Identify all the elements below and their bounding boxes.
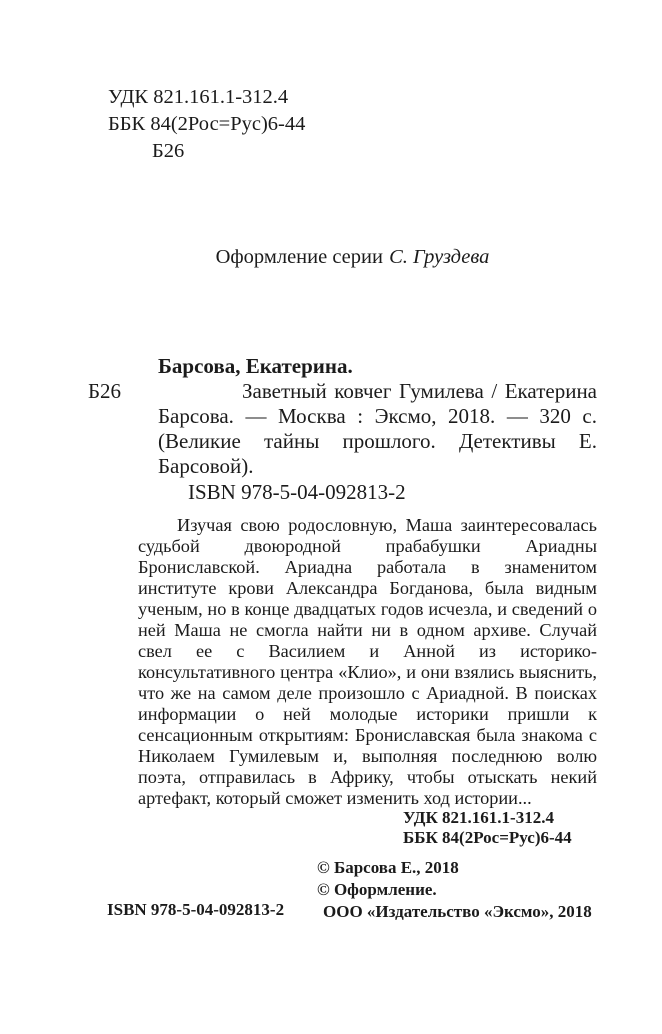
series-credit-label: Оформление серии <box>215 246 383 268</box>
catalog-entry-text: Заветный ковчег Гумилева / Екатерина Барсова. — Москва : Эксмо, 2018. — 320 с. (Великие тайны прошлого. Детективы Е. Барсовой). <box>158 379 597 478</box>
annotation-paragraph: Изучая свою родословную, Маша заинтересовалась судьбой двоюродной прабабушки Ариадны Брониславской. Ариадна работала в знаменитом институте крови Александра Богданова, была видным ученым, но в конце двадцатых годов исчезла, и сведений о ней Маша не смогла найти ни в одном архиве. Случай свел ее с Василием и Анной из историко-консультативного центра «Клио», и они взялись выяснить, что же на самом деле произошло с Ариадной. В поисках информации о ней молодые историки пришли к сенсационным открытиям: Брониславская была знакома с Николаем Гумилевым и, выполняя последнюю волю поэта, отправилась в Африку, чтобы отыскать некий артефакт, который сможет изменить ход истории... <box>138 515 597 808</box>
series-design-credit <box>108 246 597 269</box>
bbk-line-bottom: ББК 84(2Рос=Рус)6-44 <box>403 828 572 847</box>
catalog-isbn: ISBN 978-5-04-092813-2 <box>188 480 406 504</box>
imprint-isbn: ISBN 978-5-04-092813-2 <box>107 900 285 919</box>
catalog-author-header: Барсова, Екатерина. <box>158 354 353 378</box>
bbk-line: ББК 84(2Рос=Рус)6-44 <box>108 113 306 135</box>
publisher-line: ООО «Издательство «Эксмо», 2018 <box>323 902 592 921</box>
udk-line-bottom: УДК 821.161.1-312.4 <box>403 808 554 827</box>
series-designer-name: С. Груздева <box>389 246 490 268</box>
author-sign-card: Б26 <box>88 379 122 403</box>
copyright-block <box>317 857 592 923</box>
top-classification-block <box>108 84 305 165</box>
copyright-design-line: © Оформление. <box>317 880 437 899</box>
bottom-classification-block <box>403 808 572 848</box>
catalog-card-body <box>88 379 597 479</box>
udk-line: УДК 821.161.1-312.4 <box>108 86 289 108</box>
copyright-author-line: © Барсова Е., 2018 <box>317 858 459 877</box>
author-sign-top: Б26 <box>152 140 185 162</box>
